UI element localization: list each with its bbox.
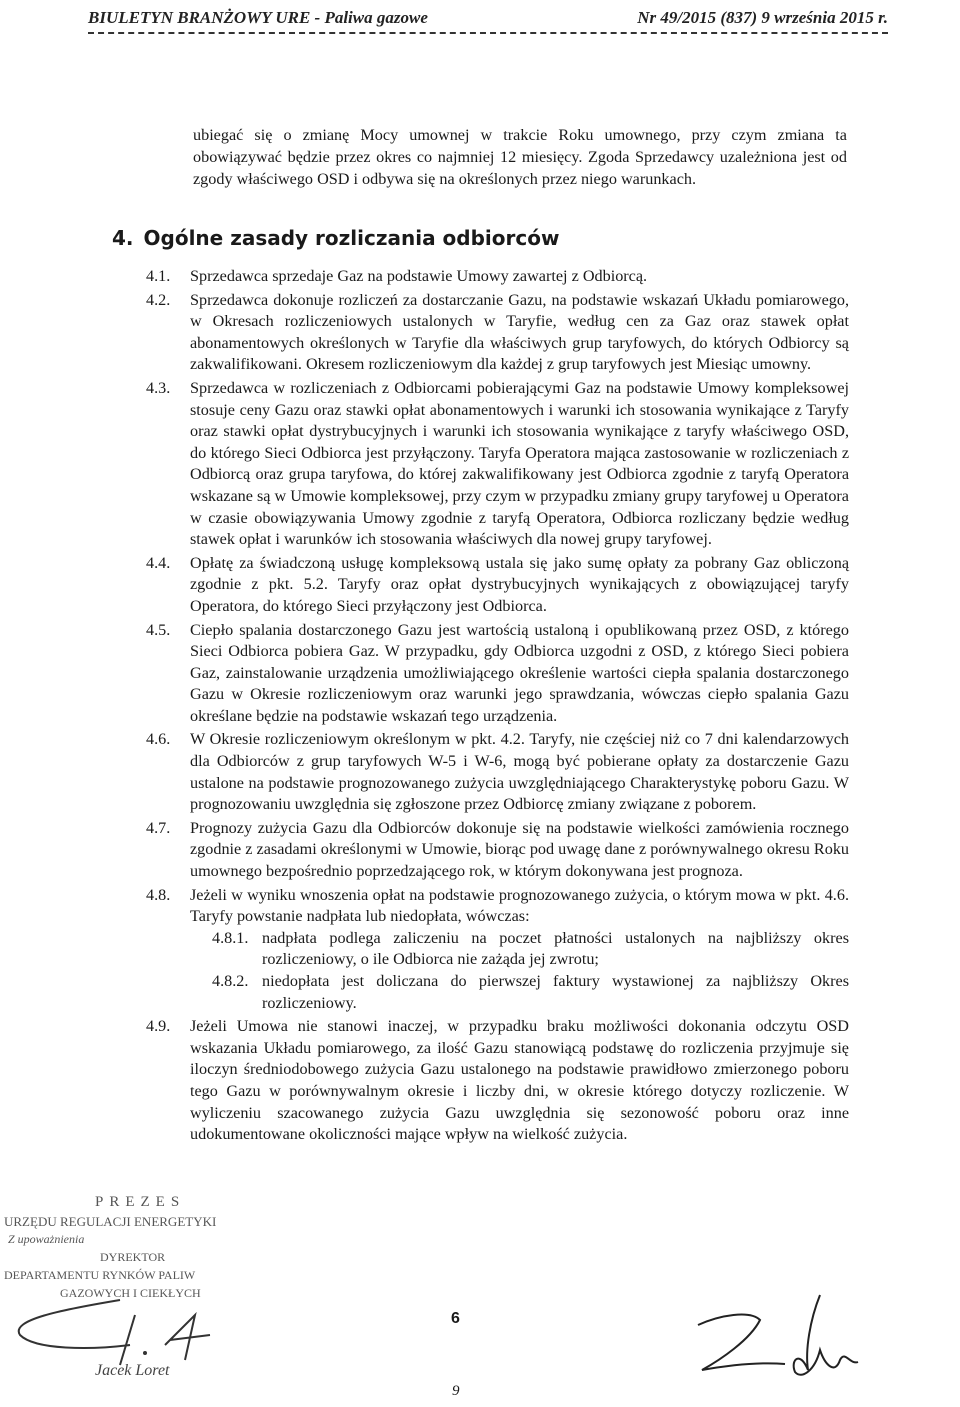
clause-text: Jeżeli w wyniku wnoszenia opłat na podstawie prognozowanego zużycia, o którym mowa w pkt. 4.6. Taryfy powstanie nadpłata lub niedopłata, wówczas: <box>190 885 849 926</box>
clause-text: Sprzedawca w rozliczeniach z Odbiorcami pobierającymi Gaz na podstawie Umowy kompleksowej stosuje ceny Gazu oraz stawki opłat abonamentowych i warunki ich stosowania wynikające z Taryfy oraz stawki opłat dystrybucyjnych i warunki ich stosowania wynikające z taryfy właściwego OSD, do którego Sieci Odbiorca jest przyłączony. Taryfa Operatora mająca zastosowanie w rozliczeniach z Odbiorcą oraz grupa taryfowa, do której zakwalifikowany jest Odbiorca zgodnie z taryfą Operatora wskazane są w Umowie kompleksowej, przy czym w przypadku zmiany grupy taryfowej u Operatora w czasie obowiązywania Umowy zgodnie z taryfą Operatora, Odbiorca rozliczany będzie według stawek opłat i warunków ich stosowania właściwych dla nowej grupy taryfowej. <box>190 378 849 549</box>
clause-number: 4.6. <box>146 730 171 749</box>
clause-4-6 <box>146 729 849 815</box>
clause-text: Prognozy zużycia Gazu dla Odbiorców dokonuje się na podstawie wielkości zamówienia rocznego zgodnie z zasadami określonymi w Umowie, biorąc pod uwagę dane z porównywalnego okresu Roku umownego bezpośrednio poprzedzającego rok, w którym dokonywana jest prognoza. <box>190 818 850 881</box>
clause-4-3 <box>146 378 849 551</box>
clause-4-7 <box>146 818 849 883</box>
bulletin-header <box>88 6 888 32</box>
clause-text: Opłatę za świadczoną usługę kompleksową ustala się jako sumę opłaty za pobrany Gaz obliczoną zgodnie z pkt. 5.2. Taryfy oraz opłat dystrybucyjnych wynikających z obowiązującej taryfy Operatora, do którego Sieci przyłączony jest Odbiorca. <box>190 553 849 615</box>
stamp-line: Z upoważnienia <box>8 1232 85 1246</box>
clause-number: 4.7. <box>146 818 171 837</box>
clause-4-1 <box>146 266 849 288</box>
clause-number: 4.5. <box>146 620 171 639</box>
right-signature <box>690 1290 870 1390</box>
clause-text: Sprzedawca dokonuje rozliczeń za dostarczanie Gazu, na podstawie wskazań Układu pomiarowego, w Okresach rozliczeniowych ustalonych w Taryfie, według cen za Gaz oraz stawek opłat abonamentowych określonych w Taryfie dla właściwych grup taryfowych, do których Odbiorcy są zakwalifikowani. Okresem rozliczeniowym dla każdej z grup taryfowych jest Miesiąc umowny. <box>190 290 849 374</box>
page-number: 6 <box>451 1310 460 1327</box>
header-divider <box>88 32 888 34</box>
clause-number: 4.2. <box>146 290 171 309</box>
clause-number: 4.8. <box>146 885 171 904</box>
clause-4-4 <box>146 553 849 618</box>
clause-4-2 <box>146 290 849 376</box>
clause-4-5 <box>146 620 849 728</box>
stamp-line: PREZES <box>95 1194 186 1210</box>
official-stamp <box>0 1192 300 1302</box>
clause-4-8 <box>146 885 849 928</box>
clause-4-8-1 <box>146 928 849 971</box>
stamp-line: GAZOWYCH I CIEKŁYCH <box>60 1286 201 1300</box>
clause-number: 4.1. <box>146 267 171 285</box>
clause-text: Sprzedawca sprzedaje Gaz na podstawie Umowy zawartej z Odbiorcą. <box>190 267 648 285</box>
clause-4-9 <box>146 1016 849 1146</box>
clause-text: Ciepło spalania dostarczonego Gazu jest wartością ustaloną i opublikowaną przez OSD, z którego Sieci Odbiorca pobiera Gaz. W przypadku, gdy Odbiorca uzgodni z OSD, z którego Sieci pobiera Gaz, zainstalowanie urządzenia umożliwiającego określenie wartości ciepła spalania dostarczonego Gazu w Okresie rozliczeniowym oraz warunki jego sprawdzania, wówczas ciepło spalania Gazu określane będzie na podstawie wskazań tego urządzenia. <box>190 620 849 725</box>
clause-text: Jeżeli Umowa nie stanowi inaczej, w przypadku braku możliwości dokonania odczytu OSD wskazania Układu pomiarowego, za ilość Gazu stanowiącą podstawę do rozliczenia przyjmuje się iloczyn średniodobowego zużycia Gazu ustalonego na podstawie prawidłowo zmierzonego poboru tego Gazu w porównywalnym okresie i liczby dni, w okresie którego dotyczy rozliczenie. W wyliczeniu szacowanego zużycia Gazu uwzględnia się sezonowość poboru oraz inne udokumentowane okoliczności mające wpływ na wielkość zużycia. <box>190 1017 849 1144</box>
clause-number: 4.4. <box>146 553 171 572</box>
subclause-number: 4.8.1. <box>212 928 249 947</box>
subclause-number: 4.8.2. <box>212 972 249 990</box>
clause-4-8-2 <box>146 971 849 1014</box>
stamp-line: DEPARTAMENTU RYNKÓW PALIW <box>4 1268 196 1282</box>
clause-number: 4.9. <box>146 1017 171 1036</box>
clause-text: W Okresie rozliczeniowym określonym w pkt. 4.2. Taryfy, nie częściej niż co 7 dni kalendarzowych dla Odbiorców z grup taryfowych W-5 i W-6, mogą być pobierane opłaty za dostarczenie Gazu ustalone na podstawie prognozowanego zużycia uwzględniającego Charakterystykę poboru Gazu. W prognozowaniu uwzględnia się zgłoszone przez Odbiorcę zmiany związane z poborem. <box>190 730 849 814</box>
stamp-line: URZĘDU REGULACJI ENERGETYKI <box>4 1214 217 1229</box>
section-title: Ogólne zasady rozliczania odbiorców <box>143 226 560 250</box>
header-issue: Nr 49/2015 (837) 9 września 2015 r. <box>637 8 888 27</box>
section-heading <box>112 226 559 250</box>
stamp-line: DYREKTOR <box>100 1250 166 1264</box>
page-number-bottom: 9 <box>452 1383 460 1399</box>
intro-paragraph: ubiegać się o zmianę Mocy umownej w trakcie Roku umownego, przy czym zmiana ta obowiązywać będzie przez okres co najmniej 12 miesięcy. Zgoda Sprzedawcy uzależniona jest od zgody właściwego OSD i odbywa się na określonych przez niego warunkach. <box>193 126 847 189</box>
clause-list <box>146 266 849 1148</box>
signer-name: Jacek Loret <box>95 1362 170 1379</box>
section-number: 4. <box>112 226 134 250</box>
clause-number: 4.3. <box>146 378 171 397</box>
subclause-text: nadpłata podlega zaliczeniu na poczet płatności ustalonych na najbliższy okres rozliczeniowy, o ile Odbiorca nie zażąda jej zwrotu; <box>262 928 849 969</box>
subclause-text: niedopłata jest doliczana do pierwszej faktury wystawionej za najbliższy Okres rozliczeniowy. <box>262 972 849 1012</box>
header-title: BIULETYN BRANŻOWY URE - Paliwa gazowe <box>88 8 428 27</box>
